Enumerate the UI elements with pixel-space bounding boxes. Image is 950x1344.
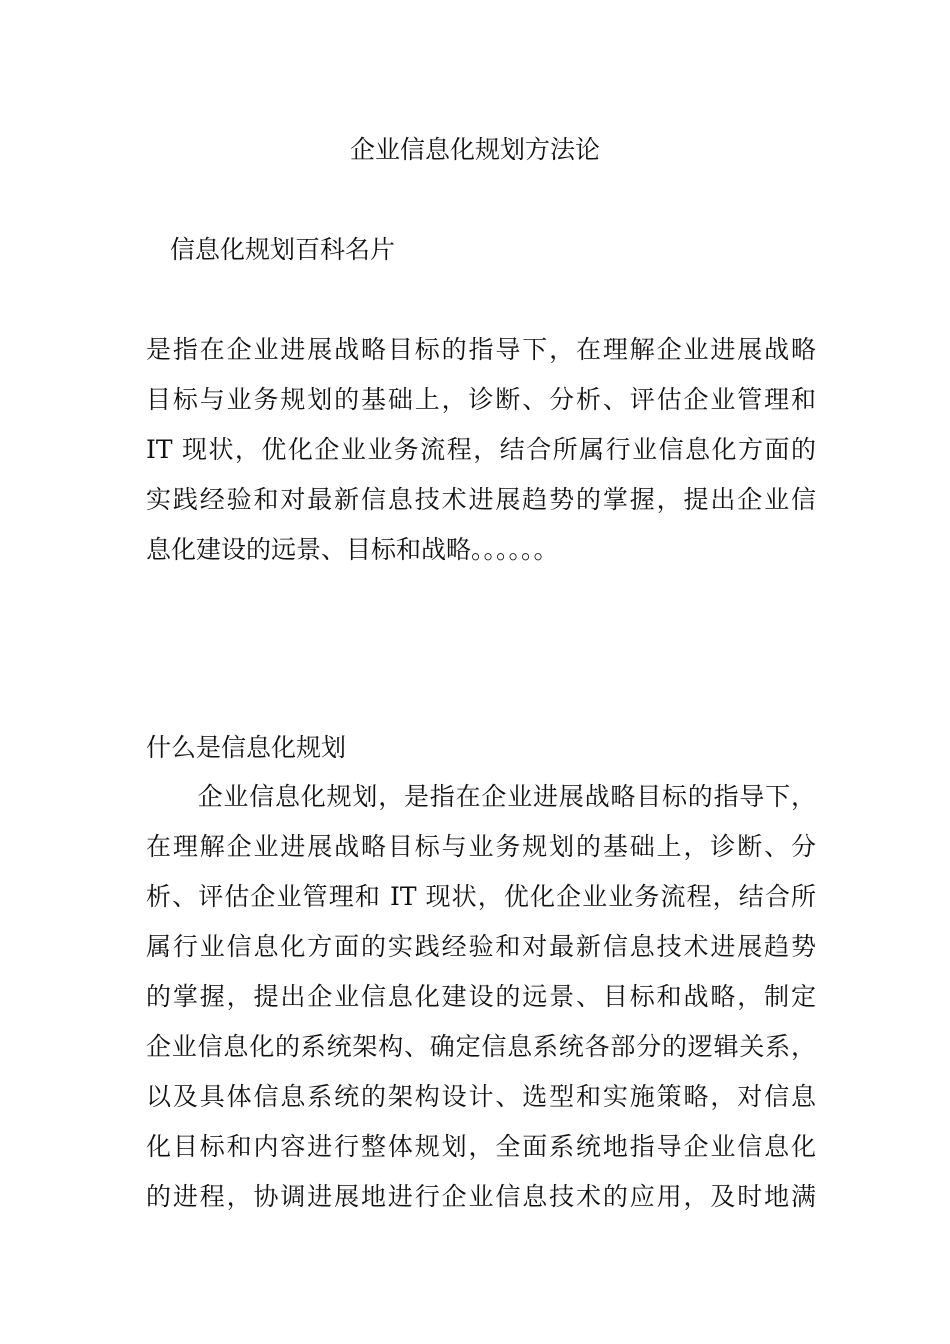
paragraph-line: 息化建设的远景、目标和战略。。。。。。 [146,535,559,564]
section-heading: 什么是信息化规划 [146,733,347,762]
paragraph-line: 以及具体信息系统的架构设计、选型和实施策略，对信息 [146,1082,816,1111]
paragraph-line: 析、评估企业管理和 IT 现状，优化企业业务流程，结合所 [146,882,816,911]
paragraph-line: 企业信息化规划，是指在企业进展战略目标的指导下， [146,782,816,811]
paragraph-definition [146,325,816,575]
paragraph-line: 的进程，协调进展地进行企业信息技术的应用，及时地满 [146,1182,816,1211]
paragraph-line: 在理解企业进展战略目标与业务规划的基础上，诊断、分 [146,832,816,861]
paragraph-line: 企业信息化的系统架构、确定信息系统各部分的逻辑关系， [146,1032,816,1061]
paragraph-line: 是指在企业进展战略目标的指导下，在理解企业进展战略 [146,335,816,364]
paragraph-line: 属行业信息化方面的实践经验和对最新信息技术进展趋势 [146,932,816,961]
document-subtitle: 信息化规划百科名片 [170,235,396,264]
paragraph-line: 的掌握，提出企业信息化建设的远景、目标和战略，制定 [146,982,816,1011]
paragraph-line: IT 现状，优化企业业务流程，结合所属行业信息化方面的 [146,435,816,464]
paragraph-line: 目标与业务规划的基础上，诊断、分析、评估企业管理和 [146,385,816,414]
paragraph-line: 实践经验和对最新信息技术进展趋势的掌握，提出企业信 [146,485,816,514]
paragraph-explanation [146,772,816,1222]
document-title: 企业信息化规划方法论 [349,135,600,164]
paragraph-line: 化目标和内容进行整体规划，全面系统地指导企业信息化 [146,1132,816,1161]
